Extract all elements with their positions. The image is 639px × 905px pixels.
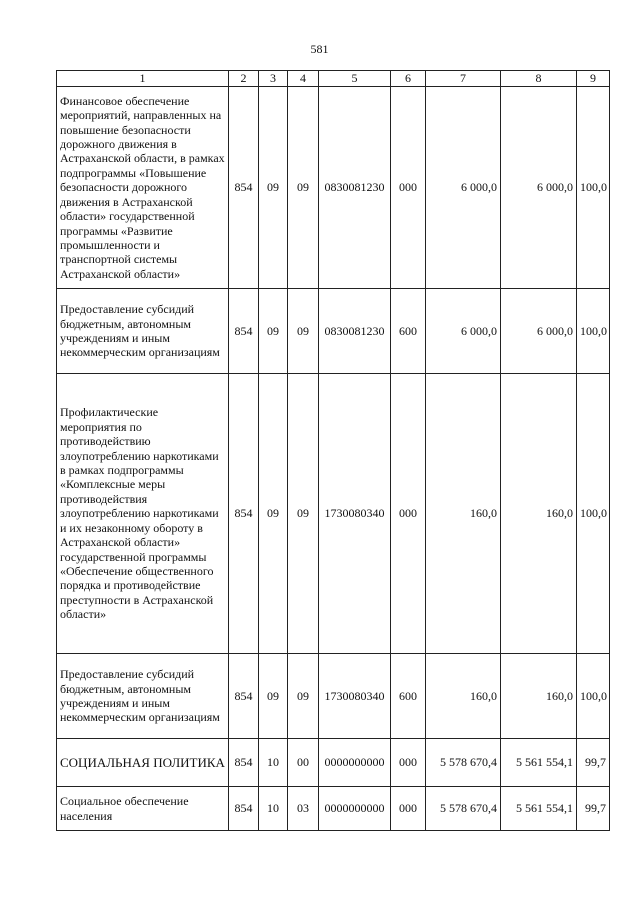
page-number: 581 (310, 42, 329, 56)
cell-ministry: 854 (229, 289, 259, 374)
cell-ministry: 854 (229, 787, 259, 831)
cell-section: 10 (259, 787, 288, 831)
cell-section: 09 (259, 374, 288, 654)
cell-target-article: 0000000000 (319, 739, 391, 787)
cell-section: 09 (259, 87, 288, 289)
row-description: Финансовое обеспечение мероприятий, направленных на повышение безопасности дорожного движения в Астраханской области, в рамках подпрограммы «Повышение безопасности дорожного движения в Астраханской области» государственной программы «Развитие промышленности и транспортной системы Астраханской области» (57, 87, 229, 289)
budget-table (56, 70, 610, 831)
cell-subsection: 09 (288, 87, 319, 289)
cell-target-article: 1730080340 (319, 374, 391, 654)
cell-planned: 5 578 670,4 (426, 739, 501, 787)
cell-planned: 160,0 (426, 374, 501, 654)
cell-planned: 5 578 670,4 (426, 787, 501, 831)
cell-target-article: 0830081230 (319, 289, 391, 374)
cell-ministry: 854 (229, 374, 259, 654)
table-row (57, 374, 610, 654)
table-row (57, 289, 610, 374)
cell-expense-type: 000 (391, 87, 426, 289)
cell-subsection: 09 (288, 289, 319, 374)
header-cell: 9 (577, 71, 610, 87)
header-cell: 2 (229, 71, 259, 87)
table-row (57, 654, 610, 739)
cell-target-article: 0830081230 (319, 87, 391, 289)
cell-ministry: 854 (229, 87, 259, 289)
row-description: Предоставление субсидий бюджетным, автономным учреждениям и иным некоммерческим организациям (57, 654, 229, 739)
cell-percent: 100,0 (577, 654, 610, 739)
cell-percent: 100,0 (577, 374, 610, 654)
cell-subsection: 03 (288, 787, 319, 831)
cell-ministry: 854 (229, 739, 259, 787)
cell-executed: 6 000,0 (501, 289, 577, 374)
cell-executed: 160,0 (501, 374, 577, 654)
cell-executed: 6 000,0 (501, 87, 577, 289)
header-cell: 8 (501, 71, 577, 87)
cell-ministry: 854 (229, 654, 259, 739)
cell-subsection: 00 (288, 739, 319, 787)
cell-percent: 99,7 (577, 739, 610, 787)
cell-percent: 99,7 (577, 787, 610, 831)
header-cell: 7 (426, 71, 501, 87)
header-cell: 6 (391, 71, 426, 87)
header-row (57, 71, 610, 87)
cell-expense-type: 000 (391, 374, 426, 654)
cell-expense-type: 000 (391, 739, 426, 787)
row-description: Профилактические мероприятия по противодействию злоупотреблению наркотиками в рамках подпрограммы «Комплексные меры противодействия злоупотреблению наркотиками и их незаконному обороту в Астраханской области» государственной программы «Обеспечение общественного порядка и противодействие преступности в Астраханской области» (57, 374, 229, 654)
row-description: Предоставление субсидий бюджетным, автономным учреждениям и иным некоммерческим организациям (57, 289, 229, 374)
table-row (57, 787, 610, 831)
cell-subsection: 09 (288, 654, 319, 739)
cell-subsection: 09 (288, 374, 319, 654)
cell-expense-type: 000 (391, 787, 426, 831)
header-cell: 1 (57, 71, 229, 87)
cell-expense-type: 600 (391, 289, 426, 374)
cell-executed: 5 561 554,1 (501, 739, 577, 787)
row-description: Социальное обеспечение населения (57, 787, 229, 831)
cell-planned: 160,0 (426, 654, 501, 739)
cell-executed: 5 561 554,1 (501, 787, 577, 831)
table-row (57, 739, 610, 787)
cell-target-article: 1730080340 (319, 654, 391, 739)
cell-target-article: 0000000000 (319, 787, 391, 831)
cell-section: 09 (259, 654, 288, 739)
header-cell: 3 (259, 71, 288, 87)
cell-executed: 160,0 (501, 654, 577, 739)
cell-planned: 6 000,0 (426, 289, 501, 374)
cell-planned: 6 000,0 (426, 87, 501, 289)
row-description: СОЦИАЛЬНАЯ ПОЛИТИКА (57, 739, 229, 787)
header-cell: 5 (319, 71, 391, 87)
cell-section: 09 (259, 289, 288, 374)
cell-section: 10 (259, 739, 288, 787)
cell-expense-type: 600 (391, 654, 426, 739)
header-cell: 4 (288, 71, 319, 87)
cell-percent: 100,0 (577, 87, 610, 289)
table-row (57, 87, 610, 289)
cell-percent: 100,0 (577, 289, 610, 374)
